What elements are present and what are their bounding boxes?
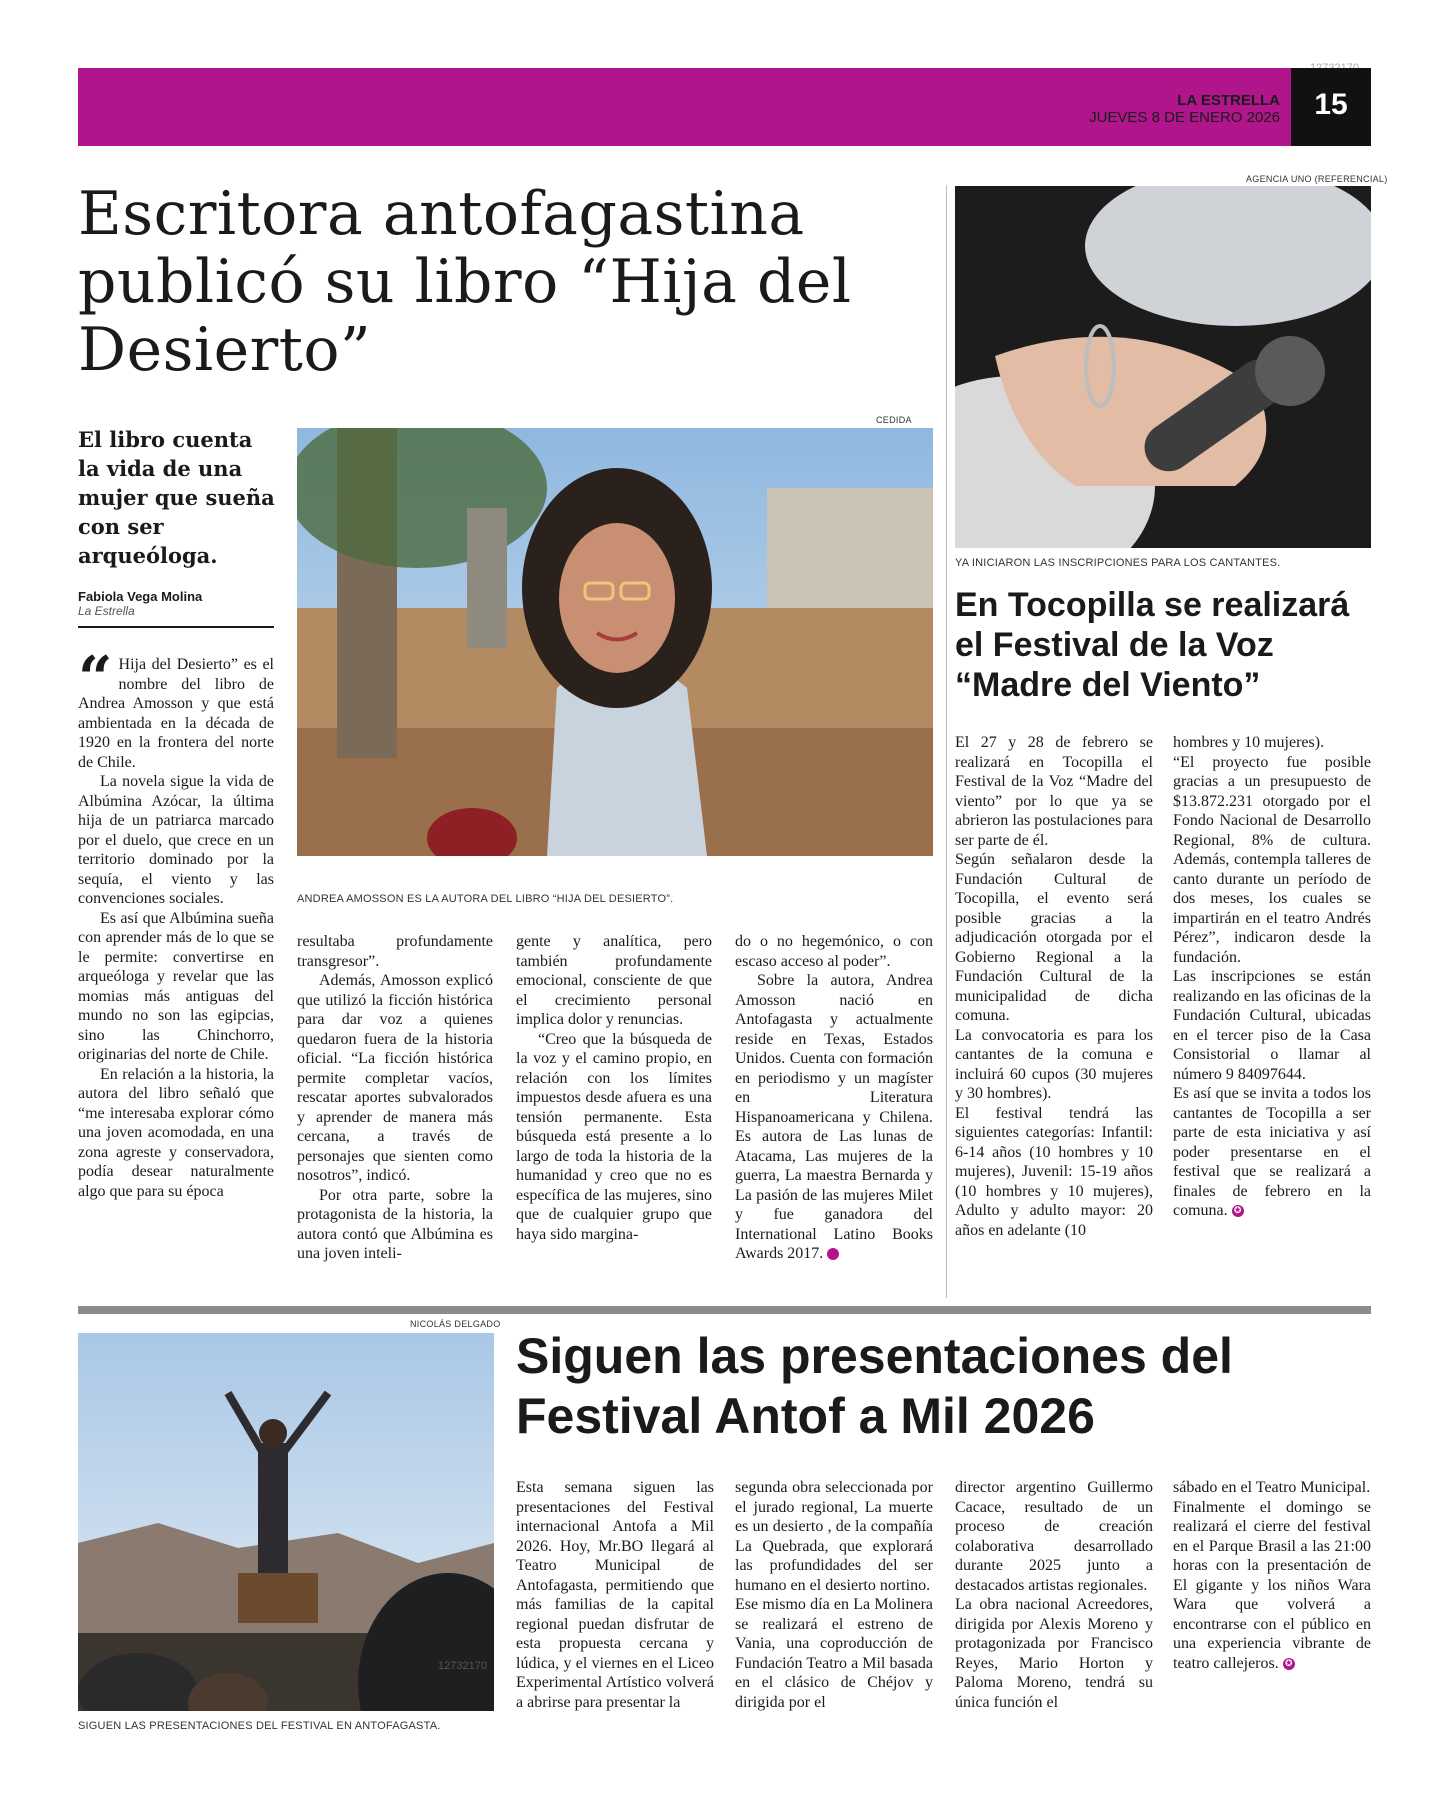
publication-block — [1089, 92, 1280, 126]
article2-paragraph: La convocatoria es para los cantantes de la comuna e incluirá 60 cupos (30 mujeres y 30 hombres). — [955, 1026, 1153, 1102]
article2-photo — [955, 186, 1371, 548]
article3-paragraph: Finalmente el domingo se realizará el cierre del festival en el Parque Brasil a las 21:00 horas con la presentación de El gigante y los niños Wara Wara que volverá a encontrarse con el público en una experiencia vibrante de teatro callejeros. ✪ — [1173, 1498, 1371, 1672]
end-mark-icon: ✪ — [827, 1248, 839, 1260]
quote-mark-icon: “ — [78, 644, 113, 714]
publication-name: LA ESTRELLA — [1177, 92, 1280, 109]
article2-paragraph: Según señalaron desde la Fundación Cultural de Tocopilla, el evento será posible gracias a la adjudicación otorgada por el Gobierno Regional a la Fundación Cultural de la municipalidad de dicha comuna. — [955, 851, 1153, 1024]
page-number: 15 — [1291, 68, 1371, 146]
article2-column-2 — [1173, 733, 1371, 1221]
article2-column-1 — [955, 733, 1153, 1240]
article3-column-3 — [955, 1478, 1153, 1712]
article1-paragraph: Hija del Desierto” es el nombre del libro de Andrea Amosson y que está ambientada en la década de 1920 en la frontera del norte de Chile. — [78, 656, 274, 771]
article1-paragraph: Además, Amosson explicó que utilizó la ficción histórica para dar voz a quienes quedaron fuera de la historia oficial. “La ficción histórica permite completar vacíos, rescatar aportes subvalorados y aprender de manera más cercana, a través de personajes que sienten como nosotros”, indicó. — [297, 972, 493, 1184]
article1-paragraph: Es así que Albúmina sueña con aprender más de lo que se le permite: convertirse en arqueóloga y revelar que las momias más antiguas del mundo no son las egipcias, sino las Chinchorro, originarias del norte de Chile. — [78, 909, 274, 1063]
article3-headline: Siguen las presentaciones del Festival Antof a Mil 2026 — [516, 1328, 1233, 1444]
end-mark-icon: ✪ — [1283, 1658, 1295, 1670]
article1-column-1 — [78, 644, 274, 1201]
article3-column-1 — [516, 1478, 714, 1712]
article3-paragraph: Esta semana siguen las presentaciones del Festival internacional Antofa a Mil 2026. Hoy, Mr.BO llegará al Teatro Municipal de Antofagasta, permitiendo que más familias de la capital regional puedan disfrutar de esta propuesta cercana y lúdica, y el viernes en el Liceo Experimental Artístico volverá a abrirse para presentar la — [516, 1479, 714, 1711]
article2-headline: En Tocopilla se realizará el Festival de la Voz “Madre del Viento” — [955, 586, 1350, 704]
article1-author: Fabiola Vega Molina — [78, 589, 203, 604]
article2-paragraph: hombres y 10 mujeres). — [1173, 734, 1325, 751]
article2-paragraph: El festival tendrá las siguientes categorías: Infantil: 6-14 años (10 hombres y 10 mujeres), Juvenil: 15-19 años (10 hombres y 10 mujeres), Adulto y adulto mayor: 20 años en adelante (10 — [955, 1104, 1153, 1239]
article2-paragraph: Las inscripciones se están realizando en las oficinas de la Fundación Cultural, ubicadas en el tercer piso de la Casa Consistorial o llamar al número 9 84097644. — [1173, 968, 1371, 1083]
column-divider — [946, 185, 947, 1298]
article2-photo-credit: AGENCIA UNO (REFERENCIAL) — [1246, 174, 1388, 184]
article1-photo-caption: ANDREA AMOSSON ES LA AUTORA DEL LIBRO “HIJA DEL DESIERTO”. — [297, 893, 674, 905]
article1-paragraph: resultaba profundamente transgresor”. — [297, 933, 493, 970]
end-mark-icon: ✪ — [1232, 1205, 1244, 1217]
article1-headline: Escritora antofagastina publicó su libro “Hija del Desierto” — [78, 179, 852, 385]
article3-paragraph: sábado en el Teatro Municipal. — [1173, 1479, 1371, 1496]
article3-paragraph: La obra nacional Acreedores, dirigida por Alexis Moreno y protagonizada por Francisco Reyes, Mario Horton y Paloma Moreno, tendrá su única función el — [955, 1596, 1153, 1711]
article1-deck: El libro cuenta la vida de una mujer que sueña con ser arqueóloga. — [78, 427, 275, 568]
article1-column-2 — [297, 932, 493, 1264]
article2-paragraph: Es así que se invita a todos los cantantes de Tocopilla a ser parte de esta iniciativa y así poder presentarse en el festival que se realizará a finales de febrero en la comuna. ✪ — [1173, 1085, 1371, 1219]
author-rule — [78, 626, 274, 628]
article1-photo — [297, 428, 933, 856]
article1-paragraph: do o no hegemónico, o con escaso acceso al poder”. — [735, 933, 933, 970]
article1-paragraph: En relación a la historia, la autora del libro señaló que “me interesaba explorar cómo una joven acomodada, en una zona agreste y conservadora, podía desear naturalmente algo que para su época — [78, 1065, 274, 1200]
article3-photo-credit: NICOLÁS DELGADO — [410, 1319, 501, 1329]
article3-paragraph: director argentino Guillermo Cacace, resultado de un proceso de creación colaborativa desarrollado durante 2025 junto a destacados artistas regionales. — [955, 1479, 1153, 1594]
article3-column-4 — [1173, 1478, 1371, 1673]
article2-paragraph: “El proyecto fue posible gracias a un presupuesto de $13.872.231 otorgado por el Fondo Nacional de Desarrollo Regional, 8% de cultura. Además, contempla talleres de canto durante un período de dos meses, los cuales se impartirán en el teatro Andrés Pérez”, indicaron desde la fundación. — [1173, 753, 1371, 966]
article1-paragraph: “Creo que la búsqueda de la voz y el camino propio, en relación con los límites impuestos desde afuera es una tensión permanente. Esta búsqueda está presente a lo largo de toda la historia de la humanidad y creo que no es específica de las mujeres, sino que de cualquier grupo que haya sido margina- — [516, 1030, 712, 1243]
article2-photo-caption: YA INICIARON LAS INSCRIPCIONES PARA LOS CANTANTES. — [955, 557, 1281, 569]
article1-column-3 — [516, 932, 712, 1244]
article1-paragraph: Sobre la autora, Andrea Amosson nació en Antofagasta y actualmente reside en Texas, Estados Unidos. Cuenta con formación en periodismo y un magíster en Literatura Hispanoamericana y Chilena. Es autora de Las lunas de Atacama, Las mujeres de la guerra, La maestra Bernarda y La pasión de las mujeres Milet y fue ganadora del International Latino Books Awards 2017. ✪ — [735, 972, 933, 1262]
article1-column-4 — [735, 932, 933, 1264]
article3-paragraph: segunda obra seleccionada por el jurado regional, La muerte es un desierto , de la compañía La Quebrada, que explorará las profundidades del ser humano en el desierto nortino. — [735, 1479, 933, 1594]
article2-paragraph: El 27 y 28 de febrero se realizará en Tocopilla el Festival de la Voz “Madre del viento” por lo que ya se abrieron las postulaciones para ser parte de él. — [955, 734, 1153, 849]
article3-photo-id: 12732170 — [438, 1660, 487, 1672]
article3-photo — [78, 1333, 494, 1711]
section-divider — [78, 1306, 1371, 1314]
article1-paragraph: Por otra parte, sobre la protagonista de la historia, la autora contó que Albúmina es una joven inteli- — [297, 1186, 493, 1262]
article1-photo-credit: CEDIDA — [876, 415, 912, 425]
article3-column-2 — [735, 1478, 933, 1712]
article1-paragraph: La novela sigue la vida de Albúmina Azócar, la última hija de un patriarca marcado por el duelo, que crece en un territorio dominado por la sequía, el viento y las convenciones sociales. — [78, 773, 274, 907]
article3-paragraph: Ese mismo día en La Molinera se realizará el estreno de Vania, una coproducción de Fundación Teatro a Mil basada en el clásico de Chéjov y dirigida por el — [735, 1596, 933, 1711]
article3-photo-caption: SIGUEN LAS PRESENTACIONES DEL FESTIVAL EN ANTOFAGASTA. — [78, 1720, 441, 1732]
publication-date: JUEVES 8 DE ENERO 2026 — [1089, 109, 1280, 126]
article1-author-org: La Estrella — [78, 604, 135, 618]
article1-paragraph: gente y analítica, pero también profundamente emocional, consciente de que el crecimiento personal implica dolor y renuncias. — [516, 933, 712, 1028]
